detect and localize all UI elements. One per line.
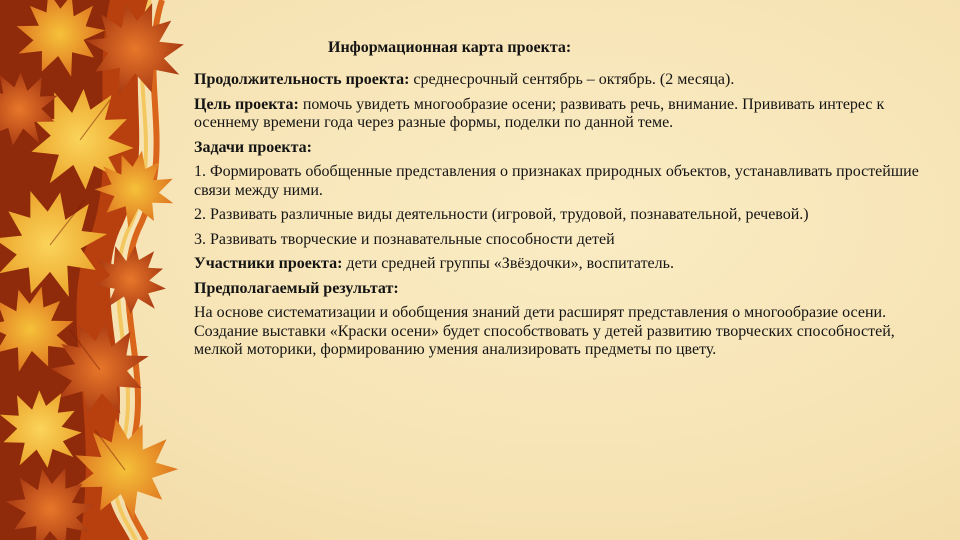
participants-paragraph (194, 255, 940, 274)
goal-paragraph (194, 96, 940, 133)
task-item: 3. Развивать творческие и познавательные способности детей (194, 230, 615, 248)
participants-text: дети средней группы «Звёздочки», воспитатель. (342, 255, 674, 272)
duration-text: среднесрочный сентябрь – октябрь. (2 месяца). (409, 71, 735, 88)
project-info-card (194, 38, 940, 366)
goal-text: помочь увидеть многообразие осени; развивать речь, внимание. Прививать интерес к осеннему времени года через разные формы, поделки по данной теме. (194, 95, 885, 131)
task-item: 1. Формировать обобщенные представления о признаках природных объектов, устанавливать простейшие связи между ними. (194, 163, 919, 199)
duration-label: Продолжительность проекта: (194, 71, 410, 88)
page-title: Информационная карта проекта: (328, 39, 572, 56)
tasks-label: Задачи проекта: (194, 138, 312, 156)
tasks-heading (194, 139, 940, 158)
result-text: На основе систематизации и обобщения знаний дети расширят представления о многообразие осени. Создание выставки «Краски осени» будет способствовать у детей развитию творческих способностей, мелкой моторики, формированию умения анализировать предметы по цвету. (194, 304, 895, 358)
goal-label: Цель проекта: (194, 95, 299, 113)
autumn-leaves-decoration (0, 0, 200, 540)
result-heading (194, 280, 940, 299)
task-item: 2. Развивать различные виды деятельности (игровой, трудовой, познавательной, речевой.) (194, 206, 809, 223)
participants-label: Участники проекта: (194, 255, 343, 272)
duration-paragraph (194, 71, 940, 90)
result-label: Предполагаемый результат: (194, 279, 399, 297)
